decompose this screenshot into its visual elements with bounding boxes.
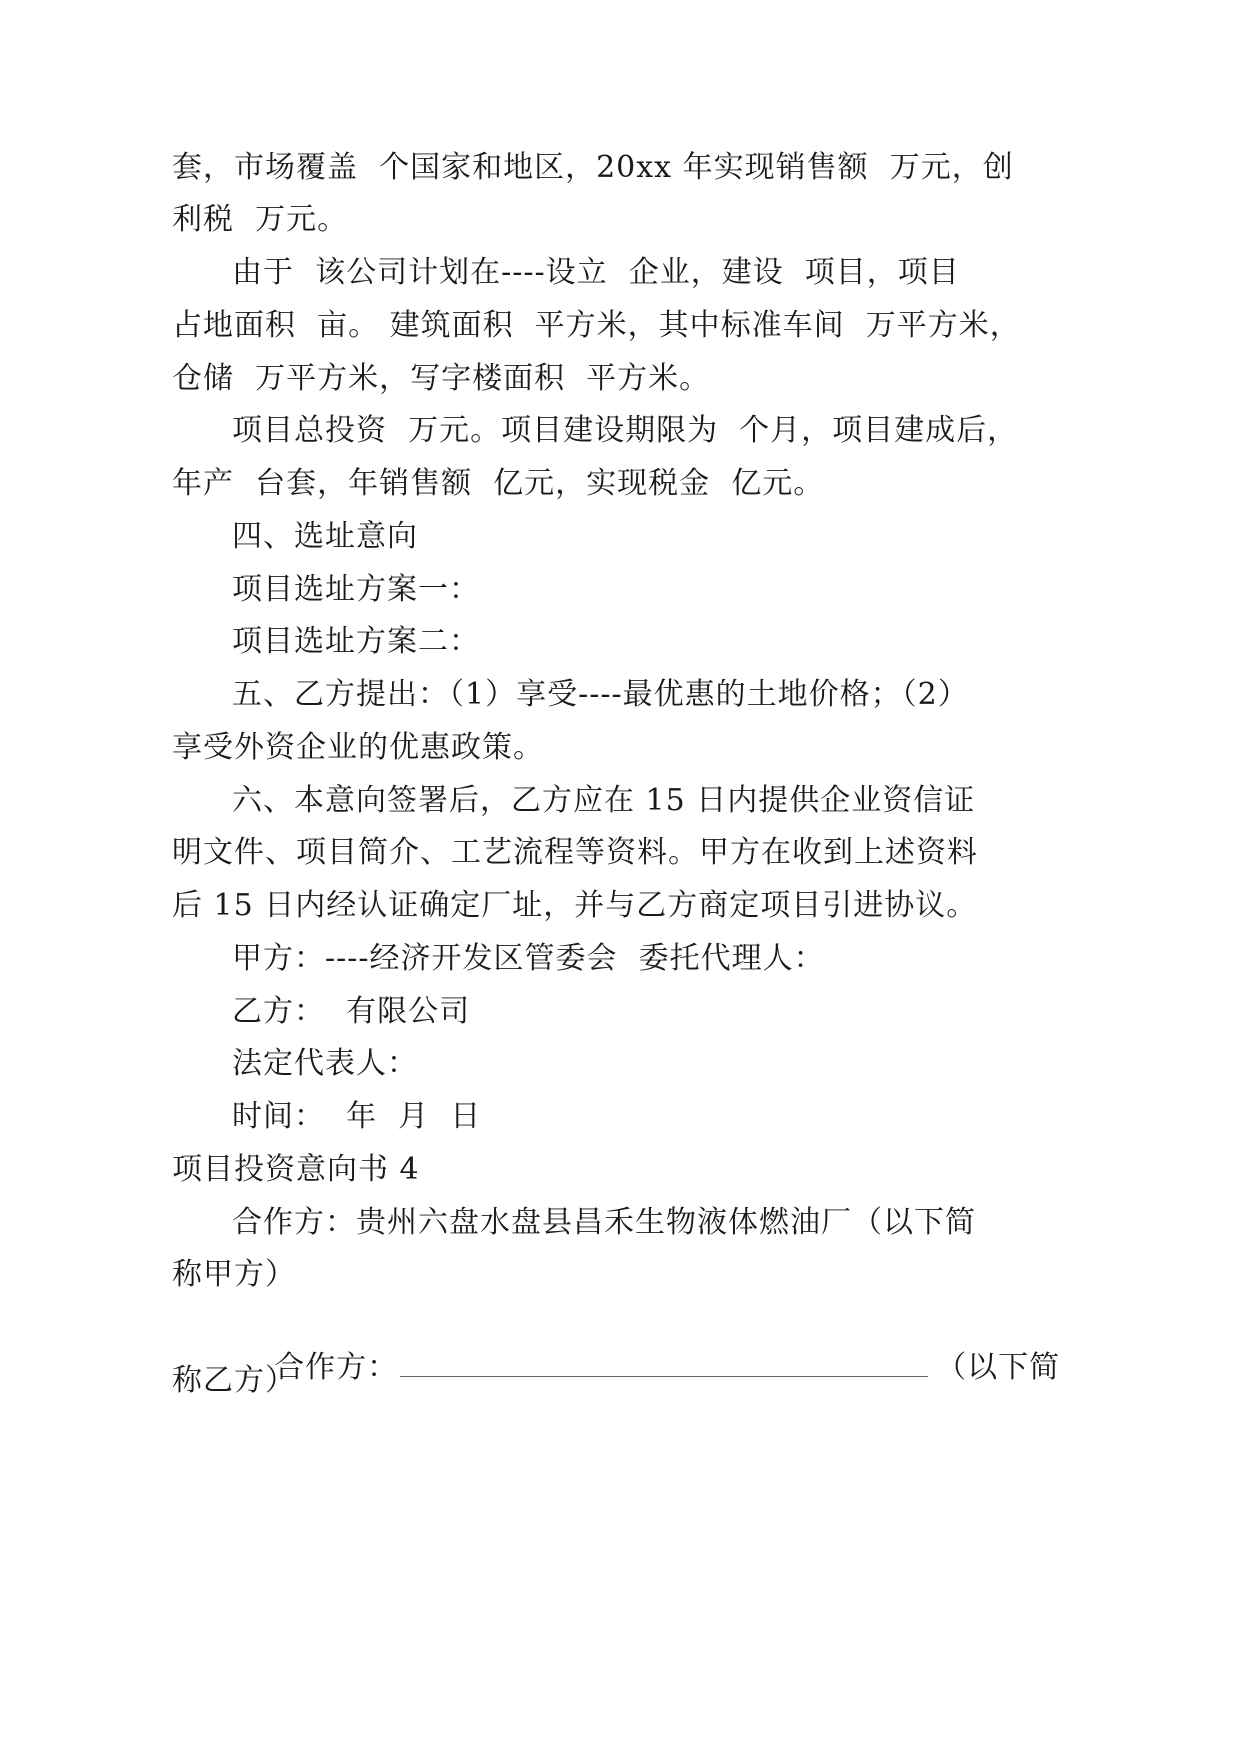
paragraph-first-line: 六、本意向签署后，乙方应在 15 日内提供企业资信证 — [232, 783, 976, 818]
text-line: 年产 台套，年销售额 亿元，实现税金 亿元。 — [172, 466, 825, 501]
text-line: 利税 万元。 — [172, 202, 349, 237]
text-line: 套，市场覆盖 个国家和地区，20xx 年实现销售额 万元，创 — [172, 150, 1014, 185]
text-line: 仓储 万平方米，写字楼面积 平方米。 — [172, 361, 711, 396]
text-line: 称甲方） — [172, 1257, 296, 1292]
text-line: 占地面积 亩。 建筑面积 平方米，其中标准车间 万平方米， — [172, 308, 1021, 343]
partner-label: 合作方： — [274, 1350, 399, 1385]
paragraph-first-line: 项目总投资 万元。项目建设期限为 个月，项目建成后， — [232, 413, 1019, 448]
paragraph-first-line: 项目选址方案二： — [232, 624, 480, 659]
signature-line: 乙方： 有限公司 — [232, 994, 471, 1029]
paragraph-first-line: 合作方：贵州六盘水盘县昌禾生物液体燃油厂（以下简 — [232, 1205, 976, 1240]
paragraph-first-line: 项目选址方案一： — [232, 572, 480, 607]
date-line: 时间： 年 月 日 — [232, 1099, 482, 1134]
signature-line: 甲方：----经济开发区管委会 委托代理人： — [232, 941, 825, 976]
paragraph-first-line: 五、乙方提出：（1）享受----最优惠的土地价格；（2） — [232, 677, 969, 712]
text-line: 后 15 日内经认证确定厂址，并与乙方商定项目引进协议。 — [172, 888, 978, 923]
partner-suffix: （以下简 — [936, 1350, 1061, 1385]
signature-line: 法定代表人： — [232, 1046, 418, 1081]
document-title: 项目投资意向书 4 — [172, 1152, 420, 1187]
paragraph-first-line: 由于 该公司计划在----设立 企业，建设 项目，项目 — [232, 255, 960, 290]
section-heading: 四、选址意向 — [232, 519, 418, 554]
text-line: 称乙方） — [172, 1363, 296, 1398]
text-line: 享受外资企业的优惠政策。 — [172, 730, 544, 765]
text-line: 明文件、项目简介、工艺流程等资料。甲方在收到上述资料 — [172, 835, 978, 870]
